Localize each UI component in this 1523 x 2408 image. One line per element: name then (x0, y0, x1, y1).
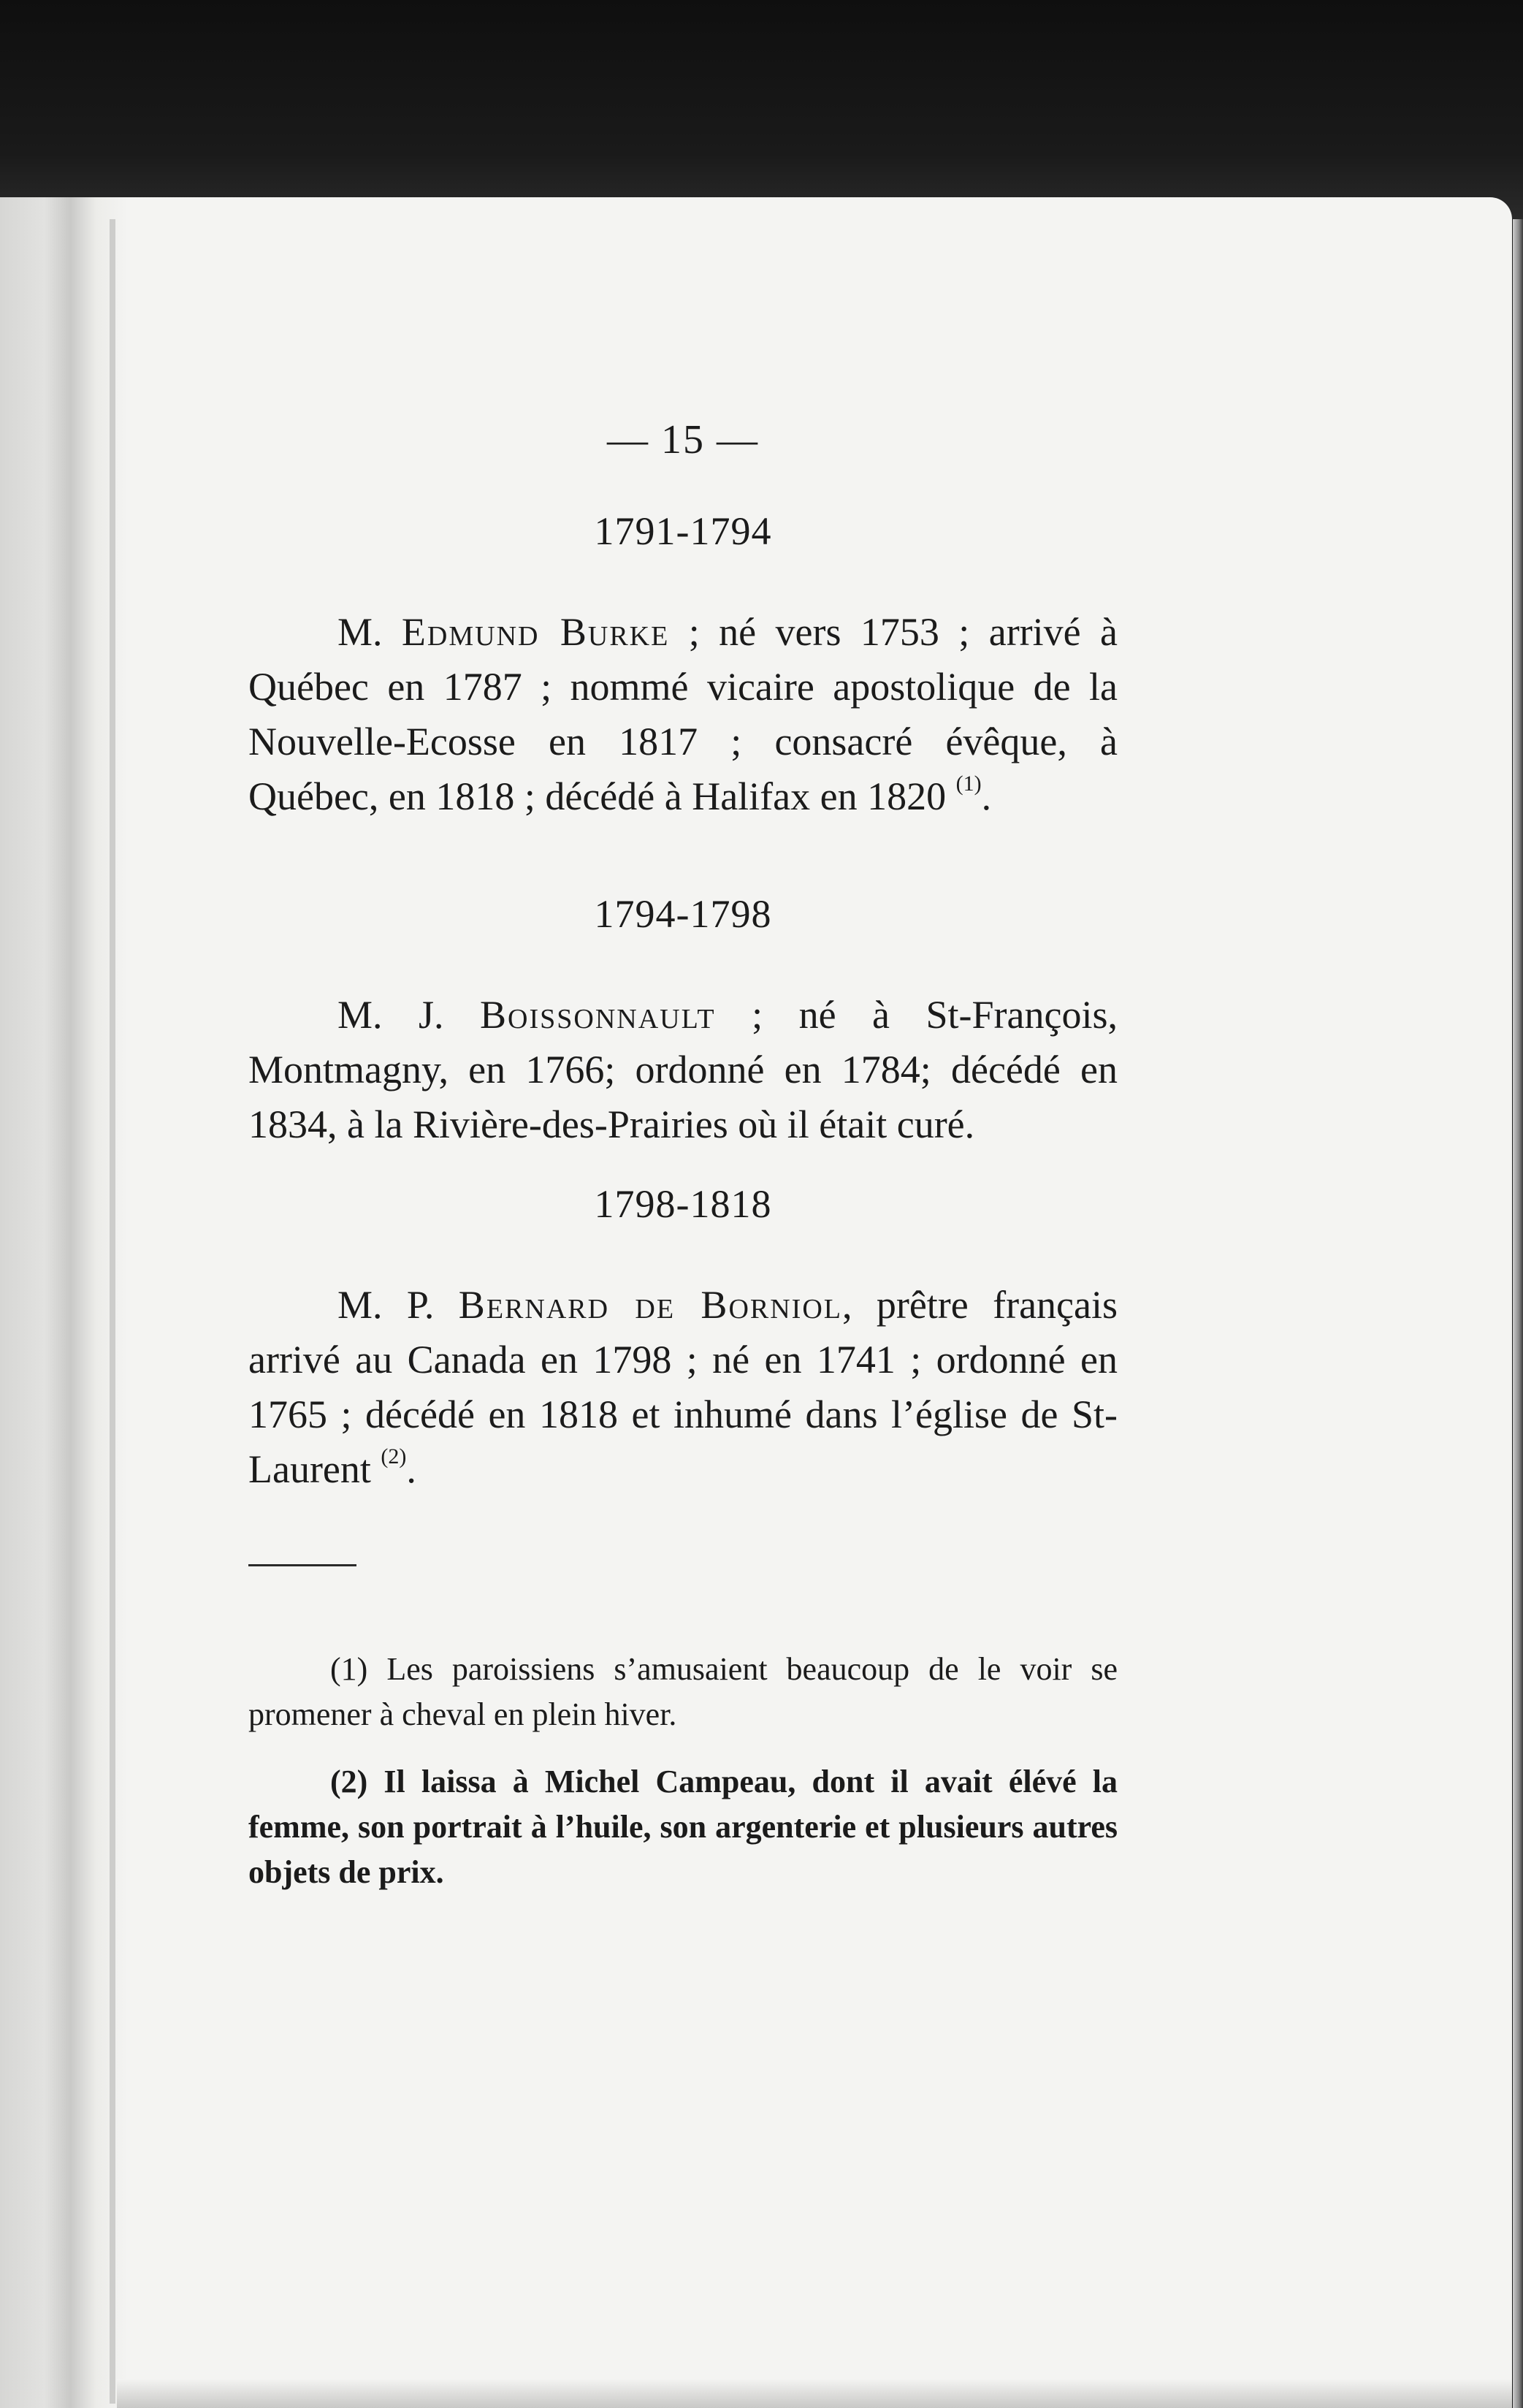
page-number: — 15 — (607, 417, 759, 462)
page-bottom-edge (117, 2379, 1512, 2408)
entry-paragraph (248, 605, 1118, 824)
entry-prefix: M. J. (337, 993, 481, 1037)
entry-paragraph (248, 1278, 1118, 1497)
footnote-reference: (2) (381, 1444, 407, 1468)
entry-text: ; né à St-François, Montmagny, en 1766; ordonné en 1784; décédé en 1834, à la Rivière-des-Prairies où il était curé. (248, 993, 1118, 1146)
footnote: (2) Il laissa à Michel Campeau, dont il avait élévé la femme, son portrait à l’huile, son argenterie et plusieurs autres objets de prix. (248, 1764, 1118, 1890)
gutter-shadow (110, 219, 115, 2404)
footnote-divider (248, 1564, 356, 1566)
entry-years: 1794-1798 (594, 892, 772, 936)
entry-name: Edmund Burke (401, 610, 670, 654)
entry-paragraph (248, 988, 1118, 1152)
entry-text: , prêtre français arrivé au Canada en 1798 ; né en 1741 ; ordonné en 1765 ; décédé en 1818 et inhumé dans l’église de St-Laurent (248, 1283, 1118, 1491)
entry-name: Bernard de Borniol (458, 1283, 842, 1327)
book-gutter (0, 197, 128, 2408)
page-content (248, 416, 1118, 1917)
footnote-reference: (1) (955, 771, 982, 796)
entry-name: Boissonnault (480, 993, 716, 1037)
page-edge (1513, 219, 1523, 2408)
scan-background (0, 0, 1523, 219)
entry-end: . (406, 1447, 416, 1491)
footnote: (1) Les paroissiens s’amusaient beaucoup de le voir se promener à cheval en plein hiver. (248, 1651, 1118, 1732)
entry-prefix: M. P. (337, 1283, 459, 1327)
entry-years: 1798-1818 (594, 1182, 772, 1226)
entry-years: 1791-1794 (594, 509, 772, 553)
entry-prefix: M. (337, 610, 402, 654)
entry-end: . (981, 774, 992, 818)
entry-text: ; né vers 1753 ; arrivé à Québec en 1787 ; nommé vicaire apostolique de la Nouvelle-Ecosse en 1817 ; consacré évêque, à Québec, en 1818 ; décédé à Halifax en 1820 (248, 610, 1118, 818)
